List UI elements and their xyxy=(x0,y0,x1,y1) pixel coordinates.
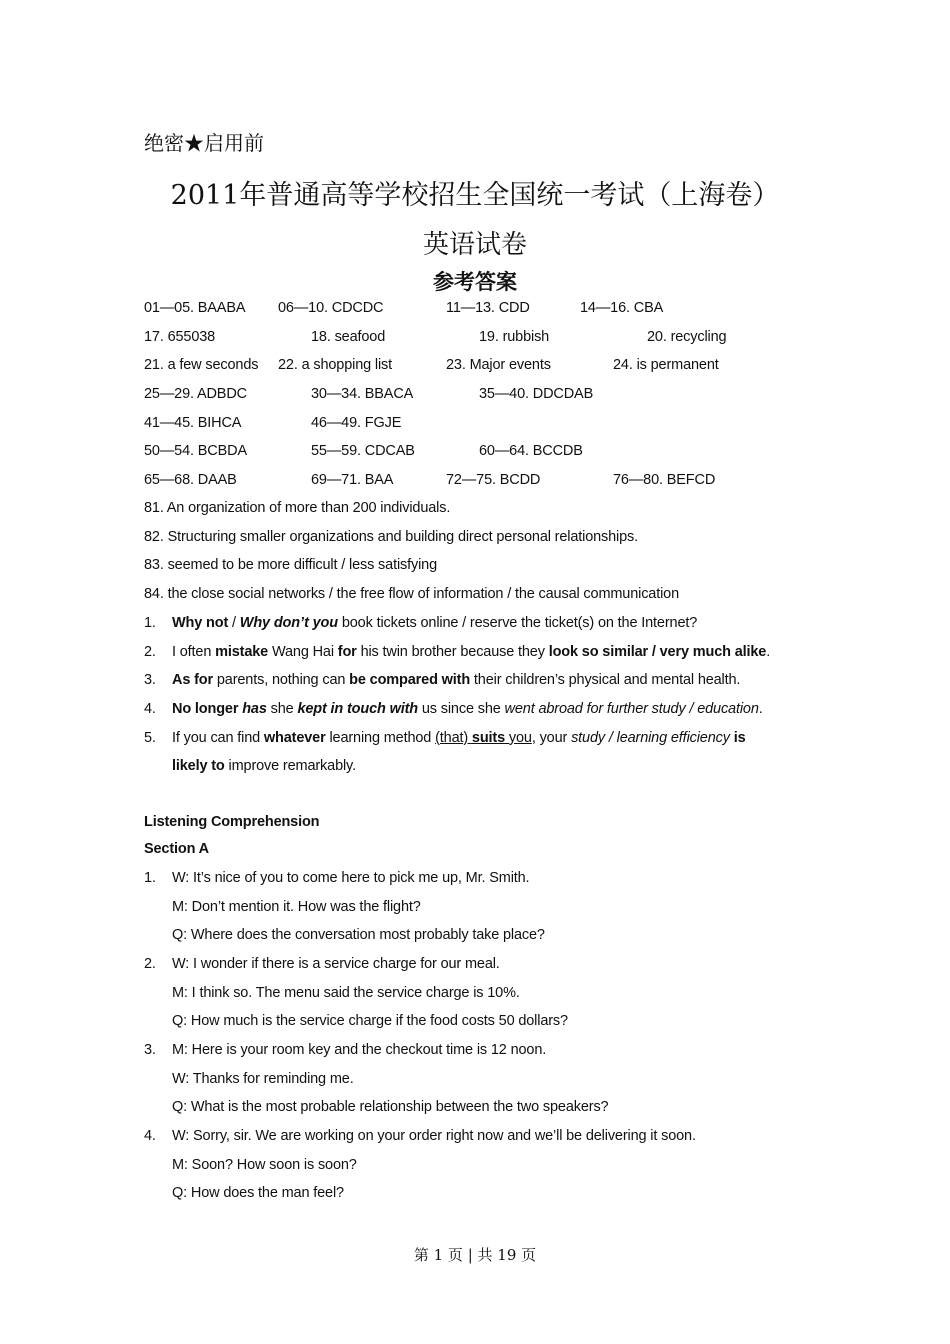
dialogue-line: Q: What is the most probable relationship between the two speakers? xyxy=(172,1099,609,1116)
short-answer: 84. the close social networks / the free flow of information / the causal communication xyxy=(144,586,679,602)
short-answer: 81. An organization of more than 200 individuals. xyxy=(144,500,451,516)
short-answer: 82. Structuring smaller organizations and building direct personal relationships. xyxy=(144,528,639,545)
dialogue-number: 2. xyxy=(144,956,156,972)
text-run: (that) xyxy=(435,729,472,746)
answer-cell: 19. rubbish xyxy=(479,328,550,345)
answer-cell: 46—49. FGJE xyxy=(311,414,402,431)
translation-number: 4. xyxy=(144,701,156,717)
text-run: parents, nothing can xyxy=(213,672,350,689)
text-run: study / learning efficiency xyxy=(571,729,730,746)
page-number: 第 1 页 | 共 19 页 xyxy=(413,1246,537,1264)
translation-number: 1. xyxy=(144,615,156,631)
dialogue-line: M: Don’t mention it. How was the flight? xyxy=(172,898,421,915)
answer-cell: 20. recycling xyxy=(647,328,727,345)
answer-cell: 11—13. CDD xyxy=(446,300,530,316)
translation-sentence xyxy=(172,670,740,690)
dialogue-number: 4. xyxy=(144,1128,156,1145)
answer-cell: 18. seafood xyxy=(311,328,386,345)
translation-sentence xyxy=(172,756,356,776)
answer-cell: 14—16. CBA xyxy=(580,300,664,316)
text-run: is xyxy=(733,729,746,746)
text-run: improve remarkably. xyxy=(224,758,356,775)
dialogue-line: Q: Where does the conversation most probably take place? xyxy=(172,927,545,944)
answer-cell: 55—59. CDCAB xyxy=(311,443,415,460)
answer-cell: 24. is permanent xyxy=(613,357,719,374)
answer-cell: 65—68. DAAB xyxy=(144,472,237,489)
listening-heading: Listening Comprehension xyxy=(144,814,320,830)
text-run: she xyxy=(266,701,298,717)
text-run: . xyxy=(758,701,763,717)
text-run: As for xyxy=(172,672,213,689)
answer-cell: 30—34. BBACA xyxy=(311,386,414,402)
text-run: suits xyxy=(471,729,506,746)
dialogue-number: 3. xyxy=(144,1042,156,1059)
dialogue-number: 1. xyxy=(144,870,156,886)
section-heading: Section A xyxy=(144,841,209,857)
text-run: us since she xyxy=(417,701,505,717)
text-run: book tickets online / reserve the ticket(s) on the Internet? xyxy=(337,615,698,631)
text-run: his twin brother because they xyxy=(356,643,549,660)
dialogue-line: W: It’s nice of you to come here to pick me up, Mr. Smith. xyxy=(172,870,530,886)
dialogue-line: Q: How does the man feel? xyxy=(172,1185,344,1202)
text-run: likely to xyxy=(172,758,225,775)
translation-sentence xyxy=(172,699,763,719)
answer-cell: 23. Major events xyxy=(446,357,551,374)
text-run: for xyxy=(337,643,357,660)
translation-number: 5. xyxy=(144,729,156,746)
answer-cell: 17. 655038 xyxy=(144,328,216,345)
text-run: whatever xyxy=(263,729,326,746)
text-run: Wang Hai xyxy=(268,643,338,660)
text-run: Why don’t you xyxy=(239,615,338,631)
dialogue-line: M: Soon? How soon is soon? xyxy=(172,1156,357,1173)
answer-cell: 06—10. CDCDC xyxy=(278,300,384,316)
dialogue-line: W: Sorry, sir. We are working on your order right now and we’ll be delivering it soon. xyxy=(172,1128,696,1145)
text-run: has xyxy=(242,701,267,717)
dialogue-line: W: I wonder if there is a service charge for our meal. xyxy=(172,956,500,972)
text-run: went abroad for further study / education xyxy=(504,701,759,717)
answer-cell: 22. a shopping list xyxy=(278,357,393,374)
answer-cell: 69—71. BAA xyxy=(311,472,394,489)
confidential-label: 绝密★启用前 xyxy=(144,131,264,155)
translation-sentence xyxy=(172,728,746,748)
answer-cell: 01—05. BAABA xyxy=(144,300,246,316)
text-run: Why not xyxy=(172,615,229,631)
translation-number: 3. xyxy=(144,672,156,689)
answer-cell: 72—75. BCDD xyxy=(446,472,541,489)
exam-subtitle: 英语试卷 xyxy=(422,230,527,260)
translation-sentence xyxy=(172,642,770,662)
text-run: I often xyxy=(172,643,216,660)
exam-title: 2011年普通高等学校招生全国统一考试（上海卷） xyxy=(170,180,780,211)
text-run: / xyxy=(228,615,240,631)
text-run: their children’s physical and mental health. xyxy=(470,672,741,689)
translation-sentence xyxy=(172,613,697,633)
dialogue-line: M: I think so. The menu said the service charge is 10%. xyxy=(172,984,520,1001)
text-run: look so similar / very much alike xyxy=(548,643,767,660)
answer-cell: 60—64. BCCDB xyxy=(479,443,583,460)
answer-cell: 50—54. BCBDA xyxy=(144,443,247,460)
text-run: . xyxy=(766,643,771,660)
dialogue-line: M: Here is your room key and the checkout time is 12 noon. xyxy=(172,1042,547,1059)
text-run: be compared with xyxy=(349,672,471,689)
text-run: learning method xyxy=(325,729,436,746)
answer-cell: 21. a few seconds xyxy=(144,357,259,374)
answer-cell: 25—29. ADBDC xyxy=(144,386,247,402)
text-run: No longer xyxy=(172,701,243,717)
text-run: you xyxy=(505,729,532,746)
answer-cell: 76—80. BEFCD xyxy=(613,472,716,489)
text-run: If you can find xyxy=(172,729,264,746)
answer-key-heading: 参考答案 xyxy=(433,269,517,294)
text-run: , your xyxy=(531,729,572,746)
answer-cell: 35—40. DDCDAB xyxy=(479,386,594,402)
text-run: mistake xyxy=(215,643,269,660)
short-answer: 83. seemed to be more difficult / less satisfying xyxy=(144,557,438,574)
dialogue-line: W: Thanks for reminding me. xyxy=(172,1070,354,1087)
translation-number: 2. xyxy=(144,643,156,660)
text-run: kept in touch with xyxy=(297,701,418,717)
dialogue-line: Q: How much is the service charge if the food costs 50 dollars? xyxy=(172,1013,568,1030)
answer-cell: 41—45. BIHCA xyxy=(144,414,242,431)
